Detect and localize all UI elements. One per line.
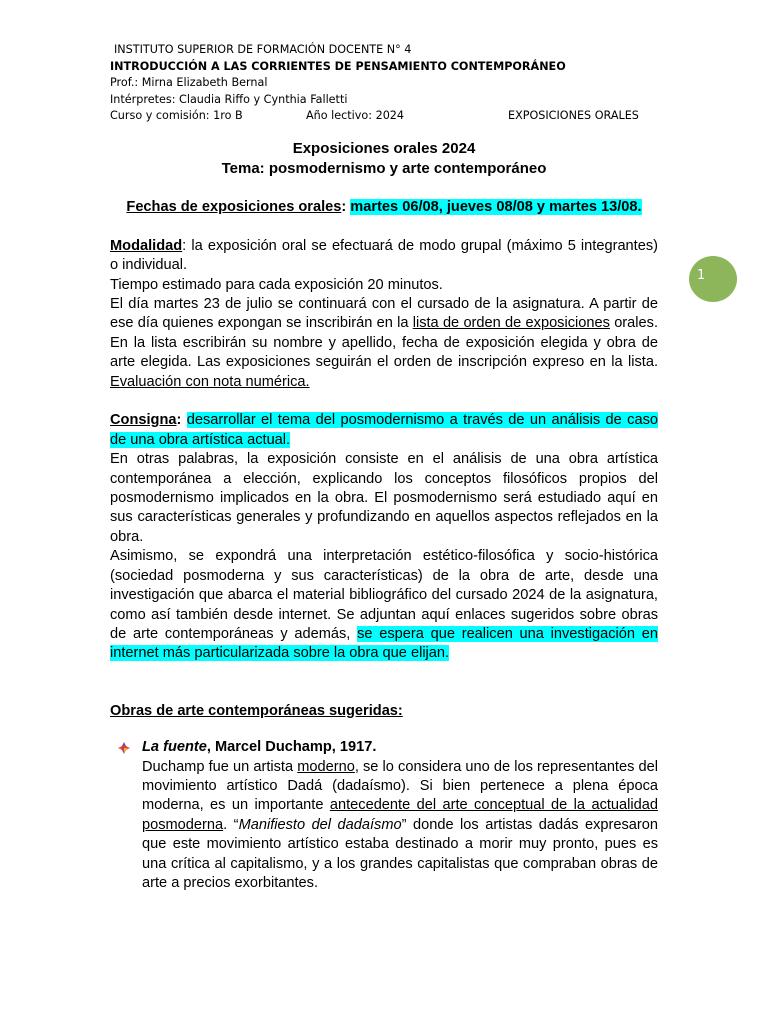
work-title: [142, 738, 658, 757]
document-header: [110, 42, 670, 125]
desc-text-2: , se lo considera uno de los representantes del movimiento artístico Dadá (dadaísmo). Si bien pertenece a plena época moderna, es un importante: [142, 758, 658, 814]
assignment-p2: [110, 547, 658, 663]
work-title-italic: La fuente: [142, 739, 207, 756]
commission: Curso y comisión: 1ro B: [110, 109, 243, 123]
registration-text-b: orales. En la lista escribirán su nombre y apellido, fecha de exposición elegida y obra de arte elegida. Las exposiciones seguirán el orden de inscripción expreso en la lista.: [110, 315, 658, 371]
header-info-row: [110, 108, 670, 125]
dates-colon: :: [341, 199, 347, 215]
registration-text-a: El día martes 23 de julio se continuará con el cursado de la asignatura. A partir de ese día quienes expongan se inscribirán en la: [110, 296, 658, 332]
order-list-link: lista de orden de exposiciones: [412, 315, 610, 332]
bullet-icon: [116, 740, 132, 756]
document-title: [110, 139, 658, 179]
assignment-label: Consigna: [110, 412, 177, 429]
work-title-rest: , Marcel Duchamp, 1917.: [206, 739, 377, 756]
assignment-p2-highlight: se espera que realicen una investigación en internet más particularizada sobre la obra que elijan.: [110, 625, 658, 662]
modality-text: : la exposición oral se efectuará de modo grupal (máximo 5 integrantes) o individual.: [110, 237, 658, 274]
page-number-badge: 1: [689, 256, 737, 302]
desc-antecedent: antecedente del arte conceptual de la actualidad posmoderna: [142, 797, 658, 833]
modality-time: Tiempo estimado para cada exposición 20 minutos.: [110, 276, 443, 293]
works-heading: Obras de arte contemporáneas sugeridas:: [110, 702, 403, 719]
professor: Prof.: Mirna Elizabeth Bernal: [110, 76, 268, 90]
dates-value: martes 06/08, jueves 08/08 y martes 13/08.: [350, 199, 642, 215]
section-label: EXPOSICIONES ORALES: [508, 109, 639, 123]
modality-registration: [110, 295, 658, 392]
course-name: INTRODUCCIÓN A LAS CORRIENTES DE PENSAMIENTO CONTEMPORÁNEO: [110, 59, 566, 73]
title-line-2: Tema: posmodernismo y arte contemporáneo: [221, 160, 547, 177]
assignment-paragraph: [110, 411, 658, 450]
title-line-1: Exposiciones orales 2024: [292, 140, 476, 157]
works-list: [110, 738, 658, 893]
desc-text-1: Duchamp fue un artista: [142, 758, 298, 775]
school-year: Año lectivo: 2024: [306, 109, 405, 123]
assignment-p1: En otras palabras, la exposición consiste en el análisis de una obra artística contemporánea a elección, explicando los conceptos filosóficos propios del posmodernismo implicados en la obra. El posmodernismo será estudiado aquí en sus características generales y profundizando en aquellos aspectos reflejados en la obra.: [110, 451, 658, 545]
modality-paragraph: [110, 237, 658, 276]
dates-paragraph: [110, 198, 658, 217]
desc-manifesto: Manifiesto del dadaísmo: [238, 816, 402, 833]
desc-text-4: ” donde los artistas dadás expresaron que este movimiento artístico estaba destinado a morir muy pronto, pues es una crítica al capitalismo, y a los grandes capitalistas que compraban obras de arte a precios exorbitantes.: [142, 816, 658, 891]
modality-label: Modalidad: [110, 237, 183, 254]
dates-label: Fechas de exposiciones orales: [126, 199, 342, 215]
assignment-colon: :: [176, 412, 187, 429]
work-description: [142, 758, 658, 894]
desc-modern: moderno: [297, 758, 355, 775]
evaluation-note: Evaluación con nota numérica.: [110, 373, 310, 390]
interpreters: Intérpretes: Claudia Riffo y Cynthia Falletti: [110, 92, 348, 106]
document-body: [110, 198, 658, 893]
desc-text-3: . “: [223, 816, 239, 833]
list-item: [142, 738, 658, 893]
assignment-highlight: desarrollar el tema del posmodernismo a través de un análisis de caso de una obra artística actual.: [110, 412, 658, 448]
assignment-p2-text: Asimismo, se expondrá una interpretación estético-filosófica y socio-histórica (sociedad posmoderna y sus características) de la obra de arte, desde una investigación que abarca el material bibliográfico del cursado 2024 de la asignatura, como así también desde internet. Se adjuntan aquí enlaces sugeridos sobre obras de arte contemporáneas y además,: [110, 548, 658, 642]
institute-name: INSTITUTO SUPERIOR DE FORMACIÓN DOCENTE N° 4: [114, 43, 412, 56]
